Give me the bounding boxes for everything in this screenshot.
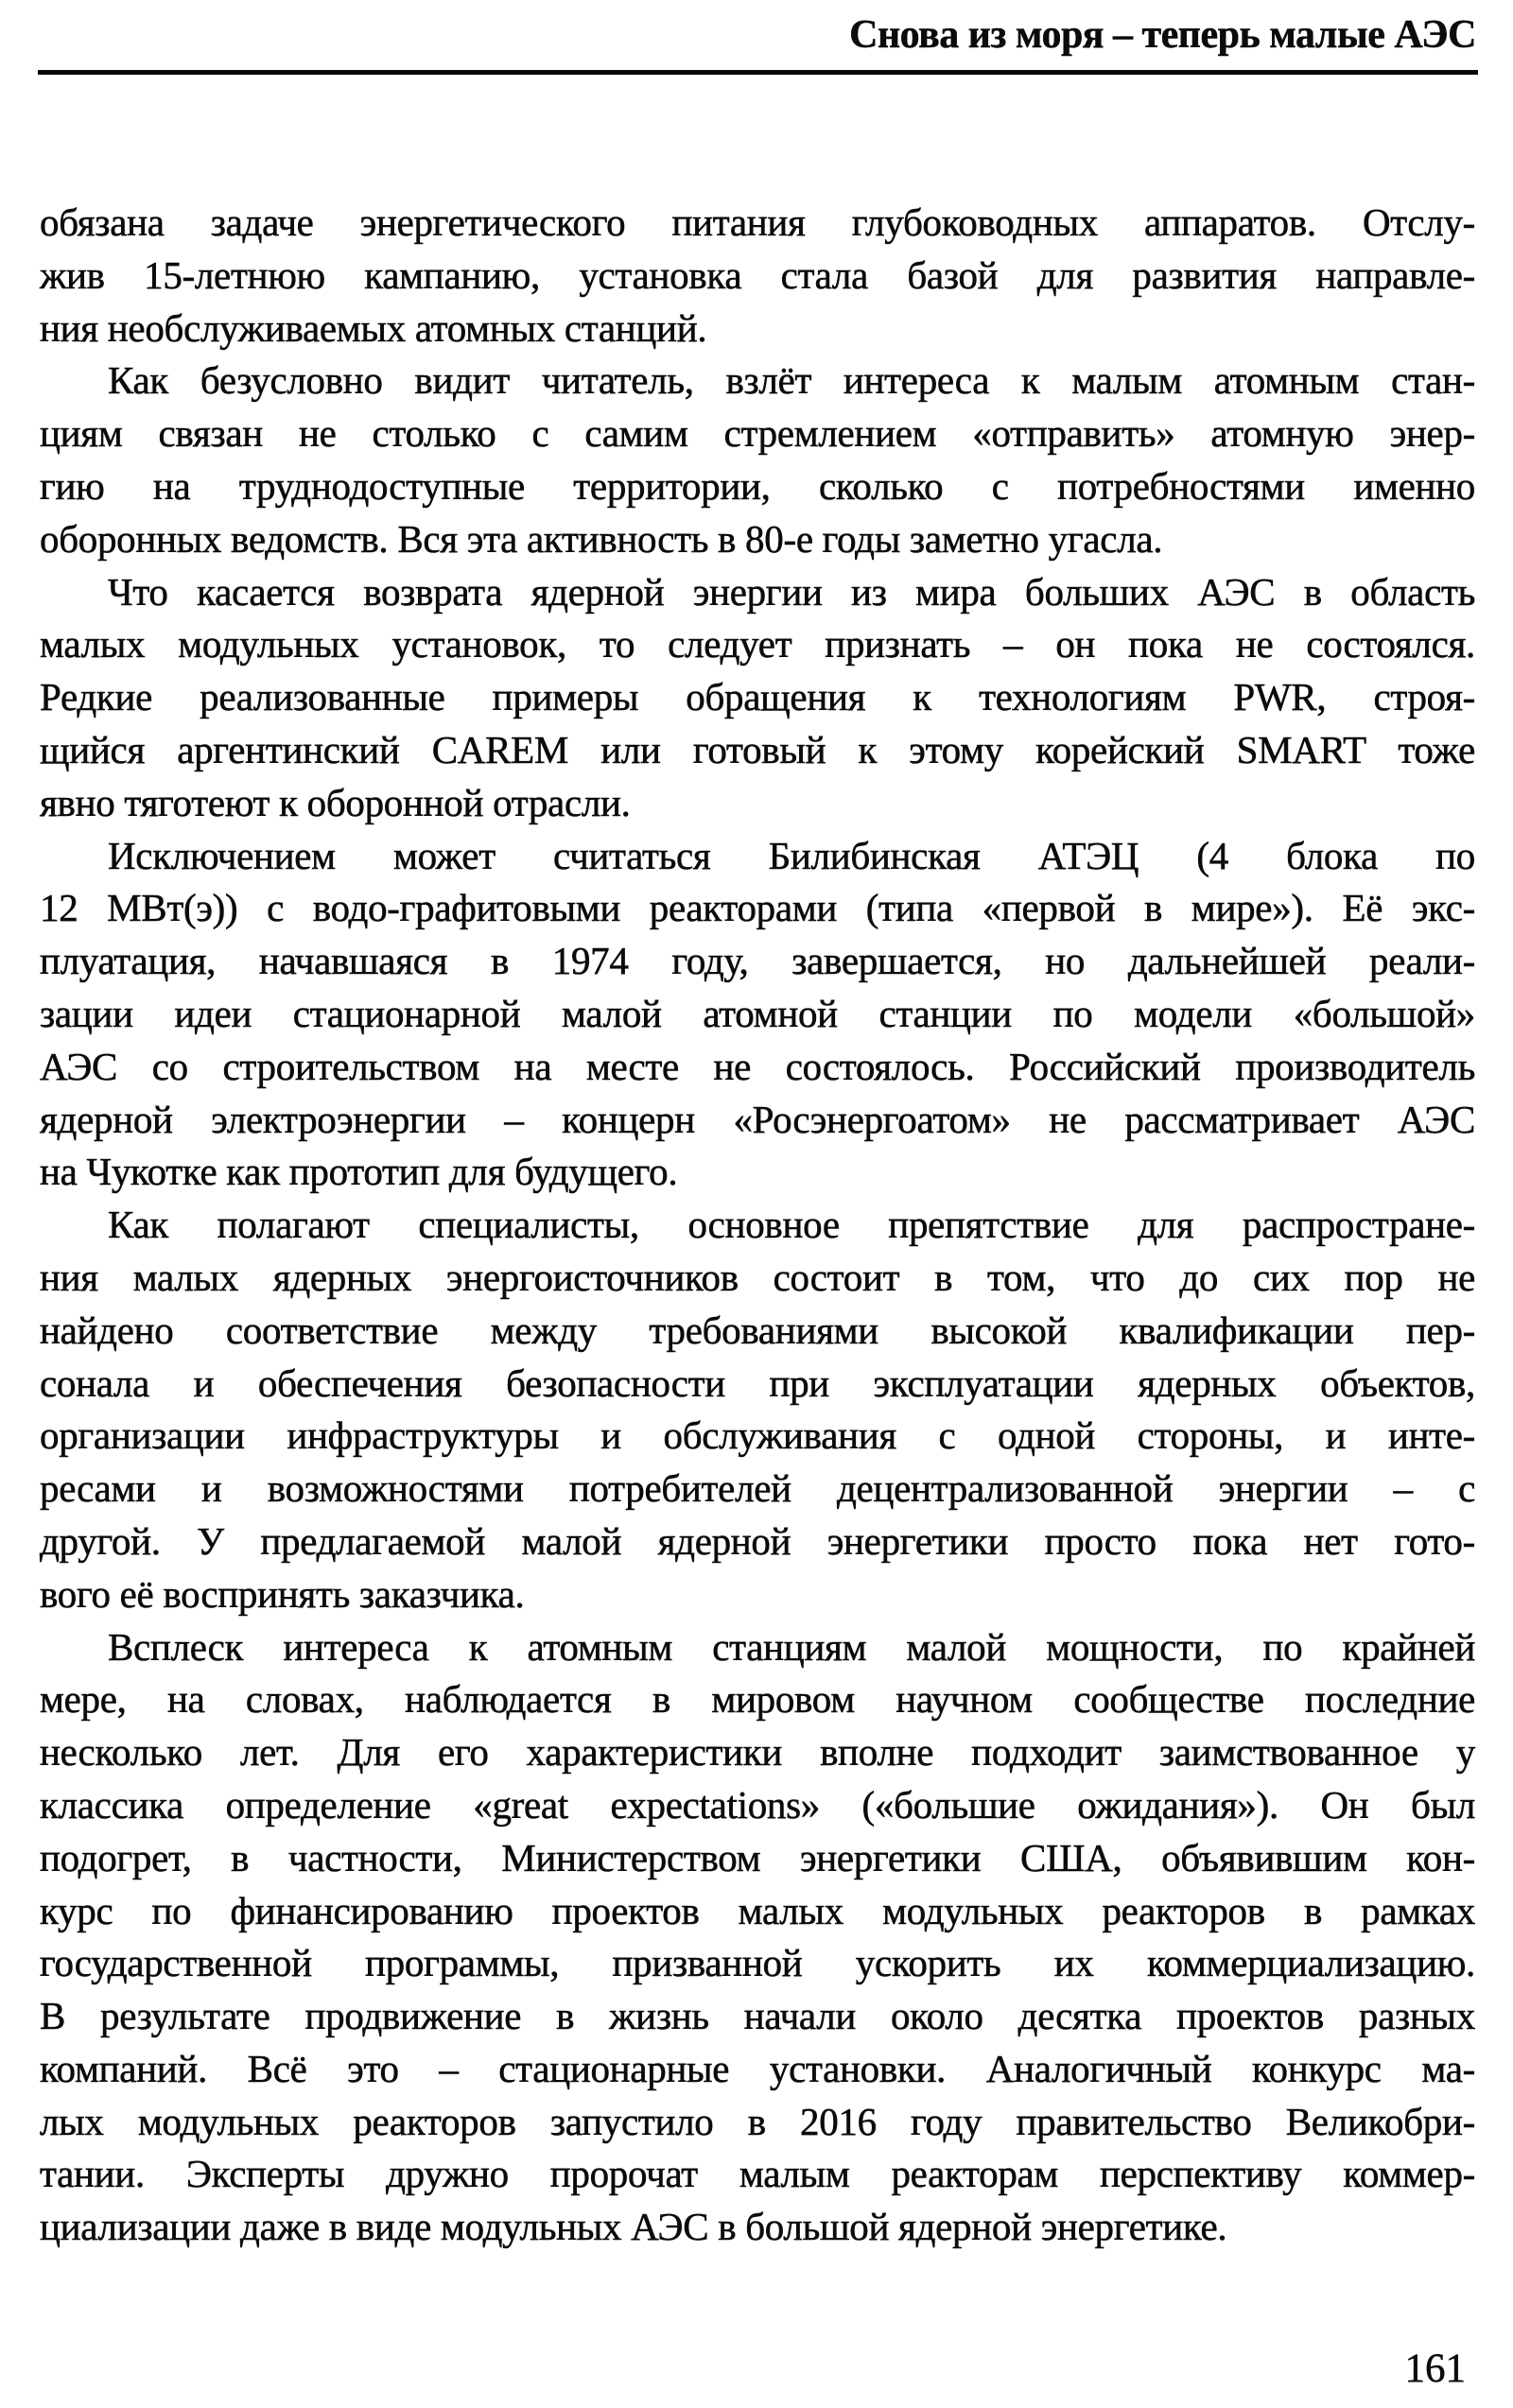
text-line: ядерной электроэнергии – концерн «Росэнергоатом» не рассматривает АЭС — [40, 1097, 1475, 1141]
text-line: лых модульных реакторов запустило в 2016 году правительство Великобри- — [40, 2099, 1475, 2143]
header-rule — [38, 70, 1478, 75]
text-line: явно тяготеют к оборонной отрасли. — [40, 780, 631, 824]
text-line: обязана задаче энергетического питания глубоководных аппаратов. Отслу- — [40, 200, 1475, 244]
text-line: щийся аргентинский CAREM или готовый к этому корейский SMART тоже — [40, 727, 1475, 771]
text-line: несколько лет. Для его характеристики вполне подходит заимствованное у — [40, 1730, 1475, 1775]
text-line: организации инфраструктуры и обслуживания с одной стороны, и инте- — [40, 1413, 1475, 1458]
text-line: сонала и обеспечения безопасности при эксплуатации ядерных объектов, — [40, 1360, 1475, 1405]
text-line: плуатация, начавшаяся в 1974 году, завершается, но дальнейшей реали- — [40, 939, 1475, 983]
text-line: Что касается возврата ядерной энергии из мира больших АЭС в область — [108, 569, 1475, 614]
text-line: циализации даже в виде модульных АЭС в большой ядерной энергетике. — [40, 2205, 1227, 2249]
text-line: Как безусловно видит читатель, взлёт интереса к малым атомным стан- — [108, 358, 1475, 403]
text-line: ресами и возможностями потребителей децентрализованной энергии – с — [40, 1466, 1475, 1511]
text-line: государственной программы, призванной ускорить их коммерциализацию. — [40, 1941, 1475, 1985]
text-line: Всплеск интереса к атомным станциям малой мощности, по крайней — [108, 1624, 1475, 1669]
text-line: Как полагают специалисты, основное препятствие для распростране- — [108, 1203, 1475, 1247]
text-line: зации идеи стационарной малой атомной станции по модели «большой» — [40, 991, 1475, 1035]
page-body — [40, 197, 1475, 2254]
text-line: компаний. Всё это – стационарные установки. Аналогичный конкурс ма- — [40, 2046, 1475, 2090]
text-line: Исключением может считаться Билибинская АТЭЦ (4 блока по — [108, 833, 1475, 877]
text-line: АЭС со строительством на месте не состоялось. Российский производитель — [40, 1044, 1475, 1088]
page-number: 161 — [1404, 2347, 1466, 2391]
text-line: ния малых ядерных энергоисточников состоит в том, что до сих пор не — [40, 1255, 1475, 1299]
text-line: вого её воспринять заказчика. — [40, 1571, 525, 1616]
text-line: гию на труднодоступные территории, сколько с потребностями именно — [40, 463, 1475, 508]
text-line: жив 15-летнюю кампанию, установка стала базой для развития направле- — [40, 252, 1475, 297]
text-line: найдено соответствие между требованиями высокой квалификации пер- — [40, 1308, 1475, 1352]
text-line: тании. Эксперты дружно пророчат малым реакторам перспективу коммер- — [40, 2152, 1475, 2196]
text-line: на Чукотке как прототип для будущего. — [40, 1150, 678, 1194]
text-line: Редкие реализованные примеры обращения к технологиям PWR, строя- — [40, 675, 1475, 719]
text-line: ния необслуживаемых атомных станций. — [40, 305, 707, 350]
running-header: Снова из моря – теперь малые АЭС — [849, 13, 1476, 57]
text-line: 12 МВт(э)) с водо-графитовыми реакторами (типа «первой в мире»). Её экс- — [40, 886, 1475, 930]
text-line: подогрет, в частности, Министерством энергетики США, объявившим кон- — [40, 1835, 1475, 1880]
text-line: циям связан не столько с самим стремлением «отправить» атомную энер- — [40, 411, 1475, 456]
text-line: В результате продвижение в жизнь начали около десятка проектов разных — [40, 1994, 1475, 2038]
text-line: оборонных ведомств. Вся эта активность в 80-е годы заметно угасла. — [40, 516, 1163, 561]
text-line: классика определение «great expectations» («большие ожидания»). Он был — [40, 1782, 1475, 1827]
text-line: другой. У предлагаемой малой ядерной энергетики просто пока нет гото- — [40, 1518, 1475, 1563]
text-line: малых модульных установок, то следует признать – он пока не состоялся. — [40, 622, 1475, 667]
text-line: мере, на словах, наблюдается в мировом научном сообществе последние — [40, 1677, 1475, 1722]
text-line: курс по финансированию проектов малых модульных реакторов в рамках — [40, 1888, 1475, 1932]
